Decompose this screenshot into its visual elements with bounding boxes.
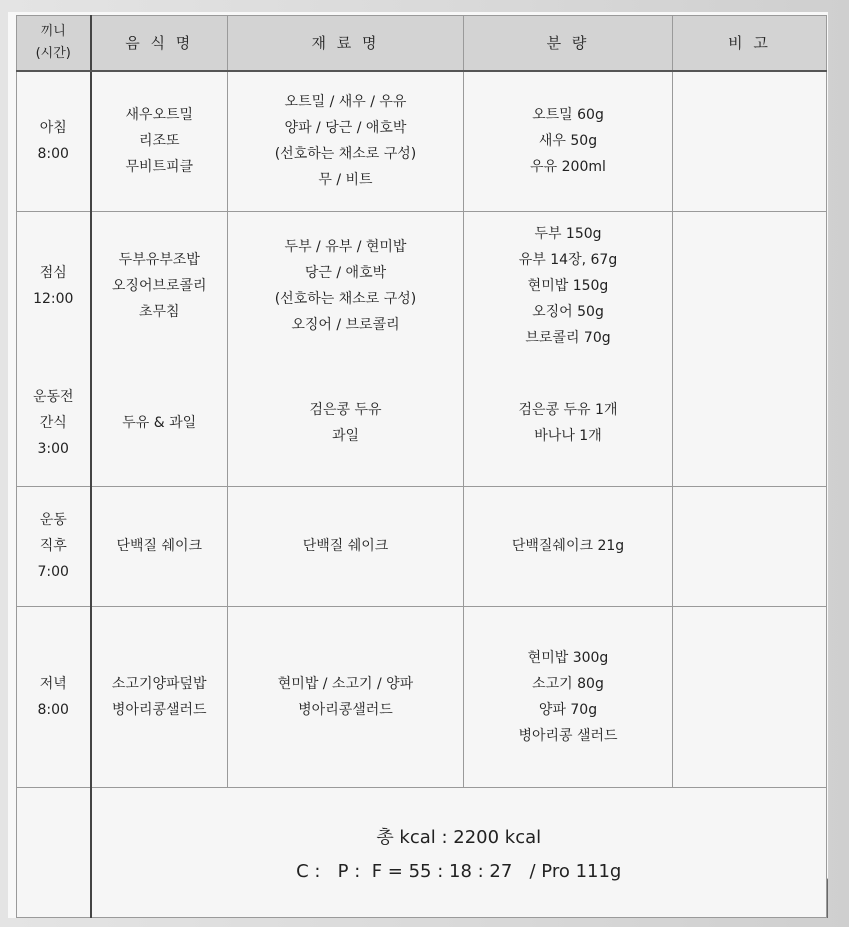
meal-name: 간식 [39,415,67,432]
meal-name: 직후 [39,538,67,554]
meal-time: 3:00 [37,441,69,458]
meal-name: 점심 [39,265,67,282]
ingredient-line: 두부 / 유부 / 현미밥 [284,239,407,256]
dish-line: 두부유부조밥 [118,252,200,269]
macro-ratio: C : P : F = 55 : 18 : 27 / Pro 111g [296,861,622,882]
summary-cell [91,787,827,917]
amount-line: 양파 70g [538,701,598,718]
ingredient-line: 오트밀 / 새우 / 우유 [284,94,407,111]
meal-name: 운동 [39,512,67,528]
note-cell [673,361,827,486]
meal-name: 운동전 [32,389,74,406]
dish-line: 소고기양파덮밥 [111,675,207,692]
amount-line: 검은콩 두유 1개 [518,402,618,419]
ingredient-line: (선호하는 채소로 구성) [274,146,417,163]
table-row-summary [17,787,827,917]
amount-cell [464,71,673,211]
amount-cell [464,606,673,787]
amount-line: 오트밀 60g [532,107,604,124]
ingredients-cell [228,71,464,211]
dish-cell [91,211,228,361]
header-note: 비 고 [673,16,827,72]
note-cell [673,606,827,787]
ingredient-line: 단백질 쉐이크 [302,538,389,554]
amount-line: 현미밥 150g [527,278,609,295]
meal-name: 저녁 [39,675,67,692]
amount-line: 새우 50g [538,133,598,150]
dish-cell [91,361,228,486]
amount-line: 우유 200ml [530,159,606,176]
total-kcal: 총 kcal : 2200 kcal [376,827,542,848]
amount-cell [464,486,673,606]
header-time-label: (시간) [35,46,71,61]
meal-time: 7:00 [37,564,69,580]
table-row-breakfast [17,71,827,211]
meal-time-cell [17,486,91,606]
meal-time-cell [17,361,91,486]
ingredients-cell [228,211,464,361]
dish-line: 두유 & 과일 [122,415,197,432]
dish-cell [91,71,228,211]
ingredients-cell [228,486,464,606]
note-cell [673,486,827,606]
meal-plan-table [16,15,827,918]
note-cell [673,71,827,211]
header-amount: 분 량 [464,16,673,72]
amount-cell [464,211,673,361]
dish-line: 리조또 [138,133,180,150]
table-row-lunch [17,211,827,361]
amount-line: 오징어 50g [532,304,604,321]
header-row [17,16,827,72]
ingredient-line: (선호하는 채소로 구성) [274,291,417,308]
meal-name: 아침 [39,120,67,137]
note-cell [673,211,827,361]
dish-cell [91,606,228,787]
ingredient-line: 현미밥 / 소고기 / 양파 [277,675,414,692]
amount-line: 현미밥 300g [527,649,609,666]
ingredients-cell [228,606,464,787]
dish-line: 새우오트밀 [125,107,194,124]
table-row-post-workout [17,486,827,606]
dish-line: 무비트피클 [125,159,194,176]
ingredient-line: 양파 / 당근 / 애호박 [284,120,407,137]
ingredient-line: 검은콩 두유 [309,402,382,419]
dish-cell [91,486,228,606]
header-meal-time [17,16,91,72]
ingredient-line: 오징어 / 브로콜리 [291,317,400,334]
meal-time: 8:00 [37,701,69,718]
header-meal-label: 끼니 [40,24,66,39]
dish-line: 병아리콩샐러드 [111,701,207,718]
dish-line: 단백질 쉐이크 [116,538,203,554]
amount-line: 단백질쉐이크 21g [511,538,625,554]
ingredients-cell [228,361,464,486]
amount-line: 유부 14장, 67g [518,252,618,269]
meal-time: 12:00 [33,291,74,308]
header-dish: 음 식 명 [91,16,228,72]
meal-time-cell [17,71,91,211]
table-row-pre-workout-snack [17,361,827,486]
meal-time: 8:00 [37,146,69,163]
amount-cell [464,361,673,486]
meal-time-cell [17,606,91,787]
ingredient-line: 과일 [331,428,360,445]
summary-empty-cell [17,787,91,917]
ingredient-line: 당근 / 애호박 [304,265,387,282]
amount-line: 두부 150g [534,226,602,243]
amount-line: 브로콜리 70g [525,330,611,347]
amount-line: 바나나 1개 [534,428,602,445]
dish-line: 오징어브로콜리 [111,278,207,295]
dish-line: 초무침 [138,304,180,321]
ingredient-line: 무 / 비트 [318,172,373,189]
amount-line: 병아리콩 샐러드 [518,727,618,744]
meal-time-cell [17,211,91,361]
header-ingredients: 재 료 명 [228,16,464,72]
ingredient-line: 병아리콩샐러드 [298,701,393,718]
amount-line: 소고기 80g [532,675,604,692]
table-row-dinner [17,606,827,787]
